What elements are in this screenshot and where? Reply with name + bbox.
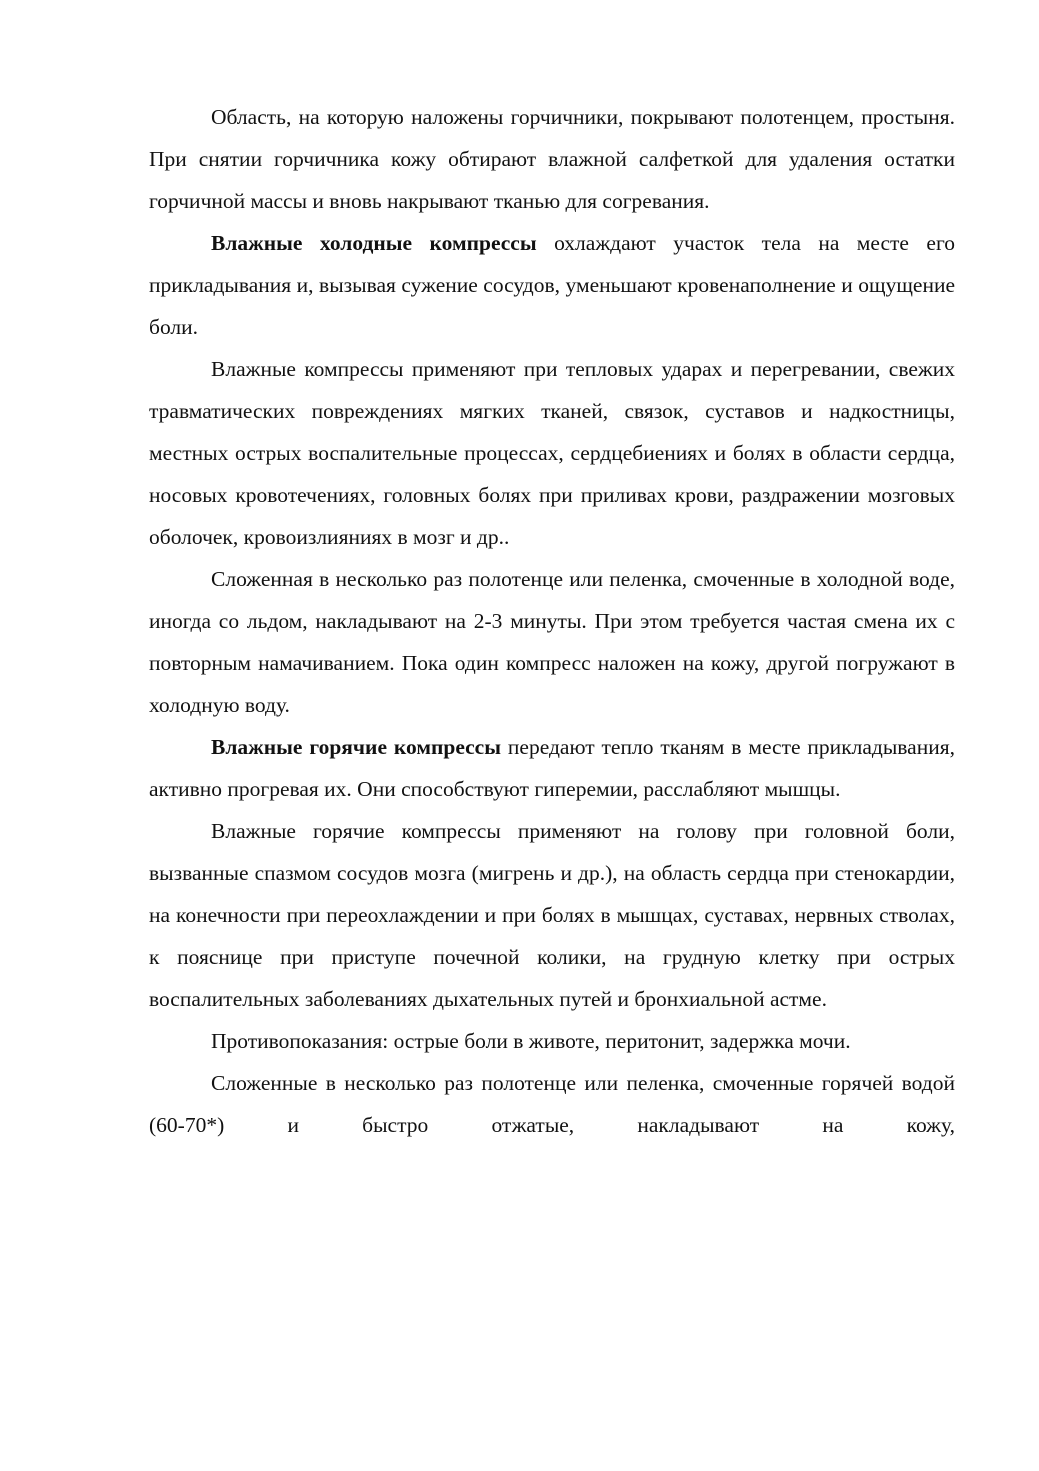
paragraph-text: Область, на которую наложены горчичники, покрывают полотенцем, простыня. При снятии горчичника кожу обтирают влажной салфеткой для удаления остатки горчичной массы и вновь накрывают тканью для согревания. [149,105,955,213]
paragraph-hot-procedure [149,1062,955,1146]
paragraph-cold-indications [149,348,955,558]
paragraph-hot-indications [149,810,955,1020]
paragraph-text: Влажные компрессы применяют при тепловых ударах и перегревании, свежих травматических повреждениях мягких тканей, связок, суставов и надкостницы, местных острых воспалительные процессах, сердцебиениях и болях в области сердца, носовых кровотечениях, головных болях при приливах крови, раздражении мозговых оболочек, кровоизлияниях в мозг и др.. [149,357,955,549]
paragraph-cold-compresses [149,222,955,348]
paragraph-text: Сложенные в несколько раз полотенце или пеленка, смоченные горячей водой (60-70*) и быстро отжатые, накладывают на кожу, [149,1071,955,1137]
term-cold-compresses: Влажные холодные компрессы [211,231,537,255]
paragraph-hot-compresses [149,726,955,810]
paragraph-text: передают тепло тканям в месте прикладывания, активно прогревая их. Они способствуют гиперемии, расслабляют мышцы. [149,735,955,801]
paragraph-text: Влажные горячие компрессы применяют на голову при головной боли, вызванные спазмом сосудов мозга (мигрень и др.), на область сердца при стенокардии, на конечности при переохлаждении и при болях в мышцах, суставах, нервных стволах, к пояснице при приступе почечной колики, на грудную клетку при острых воспалительных заболеваниях дыхательных путей и бронхиальной астме. [149,819,955,1011]
paragraph-cold-procedure [149,558,955,726]
paragraph-contraindications [149,1020,955,1062]
term-hot-compresses: Влажные горячие компрессы [211,735,501,759]
paragraph-text: Сложенная в несколько раз полотенце или пеленка, смоченные в холодной воде, иногда со льдом, накладывают на 2-3 минуты. При этом требуется частая смена их с повторным намачиванием. Пока один компресс наложен на кожу, другой погружают в холодную воду. [149,567,955,717]
paragraph-text: охлаждают участок тела на месте его прикладывания и, вызывая сужение сосудов, уменьшают кровенаполнение и ощущение боли. [149,231,955,339]
paragraph-text: Противопоказания: острые боли в животе, перитонит, задержка мочи. [211,1029,851,1053]
paragraph-mustard-plasters [149,96,955,222]
document-body [149,96,955,1146]
